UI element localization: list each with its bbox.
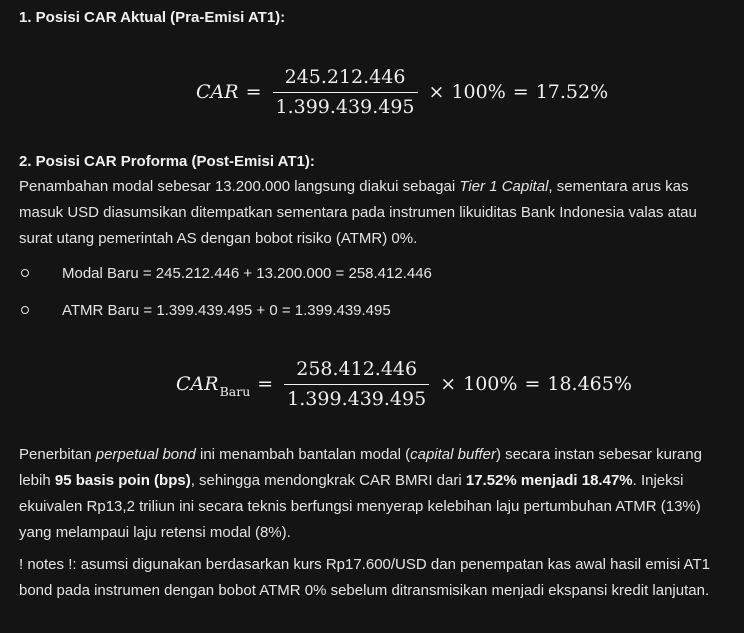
intro-text-2: , sementara arus kas masuk USD diasumsikan ditempatkan sementara pada instrumen likuiditas Bank Indonesia valas atau surat utang pemerintah AS dengan bobot risiko (ATMR) 0%. [19, 178, 697, 247]
formula-equals: = [257, 373, 274, 396]
formula-times: × [440, 373, 457, 396]
formula-lhs: CAR [196, 81, 239, 104]
section-1-heading: 1. Posisi CAR Aktual (Pra-Emisi AT1): [19, 9, 286, 26]
summary-text-5: . Injeksi ekuivalen Rp13,2 triliun ini secara teknis berfungsi menyerap kelebihan laju pertumbuhan ATMR (13%) yang melampaui laju retensi modal (8%). [19, 472, 701, 541]
notes-paragraph: ! notes !: asumsi digunakan berdasarkan kurs Rp17.600/USD dan penempatan kas awal hasil emisi AT1 bond pada instrumen dengan bobot ATMR 0% sebelum ditransmisikan menjadi ekspansi kredit lanjutan. [19, 556, 710, 599]
bullet-text: Modal Baru = 245.212.446 + 13.200.000 = 258.412.446 [62, 265, 432, 282]
car-actual-formula [196, 66, 608, 118]
section-2-heading: 2. Posisi CAR Proforma (Post-Emisi AT1): [19, 153, 315, 170]
formula-result: 18.465% [547, 373, 632, 396]
summary-bold-2: 17.52% menjadi 18.47% [465, 472, 633, 489]
formula-numerator: 245.212.446 [284, 66, 406, 88]
formula-percent: 100% [451, 81, 506, 104]
intro-italic: Tier 1 Capital [459, 178, 549, 195]
bullet-circle-icon [21, 269, 29, 277]
summary-text-4: , sehingga mendongkrak CAR BMRI dari [190, 472, 466, 489]
formula-fraction [273, 66, 418, 118]
formula-denominator: 1.399.439.495 [287, 388, 427, 411]
formula-times: × [428, 81, 445, 104]
formula-numerator: 258.412.446 [296, 358, 418, 380]
formula-fraction [284, 358, 429, 410]
summary-text-3: ) secara instan sebesar kurang lebih [19, 446, 702, 489]
formula-equals: = [245, 81, 262, 104]
formula-lhs: $CAR_{Baru}$ [176, 373, 251, 400]
intro-text-1: Penambahan modal sebesar 13.200.000 langsung diakui sebagai [19, 178, 460, 195]
car-proforma-formula [176, 358, 632, 410]
summary-text-1: Penerbitan [19, 446, 96, 463]
bullet-circle-icon [21, 306, 29, 314]
summary-italic-1: perpetual bond [95, 446, 196, 463]
formula-equals-2: = [524, 373, 541, 396]
summary-bold-1: 95 basis poin (bps) [54, 472, 191, 489]
summary-paragraph [19, 442, 731, 546]
section-2-intro [19, 174, 731, 252]
formula-denominator: 1.399.439.495 [275, 96, 415, 119]
formula-equals-2: = [512, 81, 529, 104]
bullet-text: ATMR Baru = 1.399.439.495 + 0 = 1.399.439.495 [62, 302, 391, 319]
summary-italic-2: capital buffer [410, 446, 497, 463]
formula-percent: 100% [463, 373, 518, 396]
summary-text-2: ini menambah bantalan modal ( [195, 446, 411, 463]
formula-lhs-subscript: Baru [219, 384, 251, 400]
formula-result: 17.52% [535, 81, 609, 104]
